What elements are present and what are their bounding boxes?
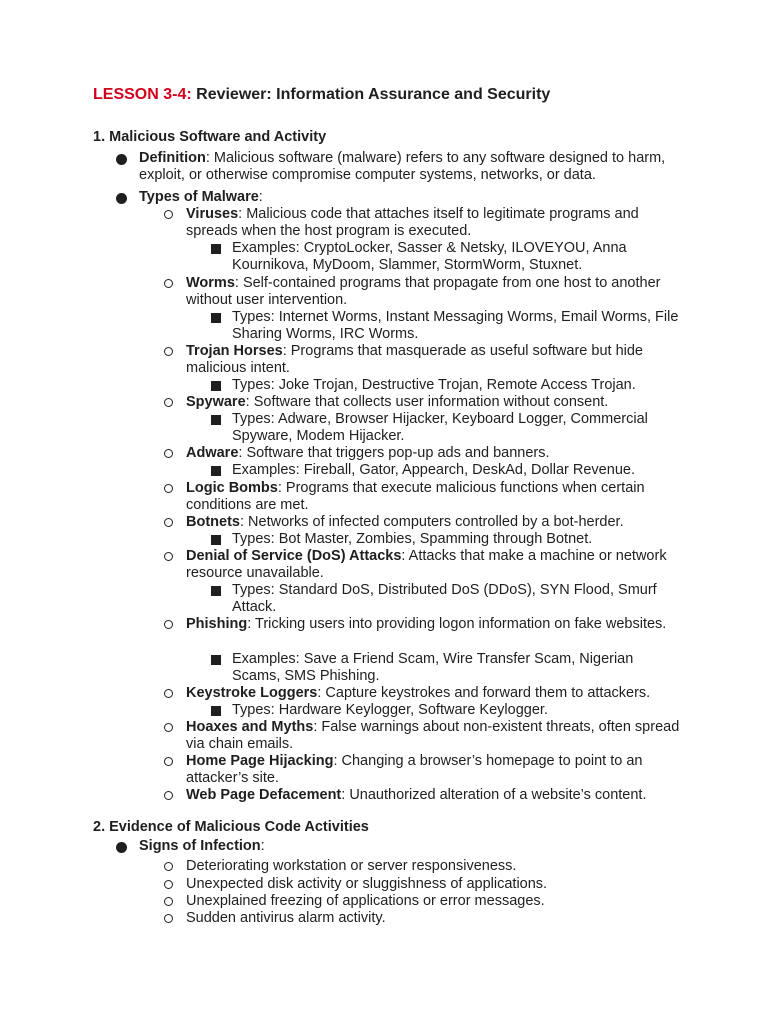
square-bullet-icon [211,244,221,254]
hollow-circle-bullet-icon [164,914,173,923]
hollow-circle-bullet-icon [164,518,173,527]
list-item: Viruses: Malicious code that attaches itself to legitimate programs and spreads when the host program is executed. [186,206,681,240]
hollow-circle-bullet-icon [164,862,173,871]
section-heading: 1. Malicious Software and Activity [93,129,327,145]
lesson-label: LESSON 3-4: [93,86,192,103]
hollow-circle-bullet-icon [164,689,173,698]
list-item: Unexplained freezing of applications or error messages. [186,893,681,910]
list-item: Unexpected disk activity or sluggishness of applications. [186,876,681,893]
title-text: Reviewer: Information Assurance and Security [191,86,551,103]
list-item: Denial of Service (DoS) Attacks: Attacks that make a machine or network resource unavailable. [186,548,681,582]
list-item: Types: Hardware Keylogger, Software Keylogger. [232,702,682,719]
hollow-circle-bullet-icon [164,757,173,766]
hollow-circle-bullet-icon [164,484,173,493]
list-item: Trojan Horses: Programs that masquerade as useful software but hide malicious intent. [186,343,681,377]
list-item: Types: Standard DoS, Distributed DoS (DDoS), SYN Flood, Smurf Attack. [232,582,682,616]
list-item: Worms: Self-contained programs that propagate from one host to another without user intervention. [186,275,681,309]
list-item: Examples: CryptoLocker, Sasser & Netsky, ILOVEYOU, Anna Kournikova, MyDoom, Slammer, StormWorm, Stuxnet. [232,240,682,274]
list-item: Keystroke Loggers: Capture keystrokes and forward them to attackers. [186,685,681,702]
list-item: Types: Internet Worms, Instant Messaging Worms, Email Worms, File Sharing Worms, IRC Worms. [232,309,682,343]
hollow-circle-bullet-icon [164,620,173,629]
hollow-circle-bullet-icon [164,897,173,906]
square-bullet-icon [211,381,221,391]
list-item: Types: Bot Master, Zombies, Spamming through Botnet. [232,531,682,548]
list-item: Deteriorating workstation or server responsiveness. [186,858,681,875]
filled-circle-bullet-icon [116,193,127,204]
list-item: Home Page Hijacking: Changing a browser’s homepage to point to an attacker’s site. [186,753,681,787]
hollow-circle-bullet-icon [164,880,173,889]
list-item: Spyware: Software that collects user information without consent. [186,394,681,411]
hollow-circle-bullet-icon [164,347,173,356]
list-item: Types of Malware: [139,189,684,206]
filled-circle-bullet-icon [116,842,127,853]
hollow-circle-bullet-icon [164,210,173,219]
square-bullet-icon [211,586,221,596]
list-item: Web Page Defacement: Unauthorized alteration of a website’s content. [186,787,681,804]
square-bullet-icon [211,535,221,545]
list-item: Botnets: Networks of infected computers controlled by a bot-herder. [186,514,681,531]
square-bullet-icon [211,415,221,425]
list-item: Examples: Fireball, Gator, Appearch, DeskAd, Dollar Revenue. [232,462,682,479]
section-heading: 2. Evidence of Malicious Code Activities [93,819,369,835]
list-item: Definition: Malicious software (malware) refers to any software designed to harm, exploit, or otherwise compromise computer systems, networks, or data. [139,150,684,184]
hollow-circle-bullet-icon [164,791,173,800]
filled-circle-bullet-icon [116,154,127,165]
list-item: Adware: Software that triggers pop-up ads and banners. [186,445,681,462]
page-title [93,86,550,104]
list-item: Phishing: Tricking users into providing logon information on fake websites. [186,616,681,633]
list-item: Logic Bombs: Programs that execute malicious functions when certain conditions are met. [186,480,681,514]
hollow-circle-bullet-icon [164,398,173,407]
list-item: Signs of Infection: [139,838,684,855]
square-bullet-icon [211,655,221,665]
list-item: Sudden antivirus alarm activity. [186,910,681,927]
list-item: Types: Adware, Browser Hijacker, Keyboard Logger, Commercial Spyware, Modem Hijacker. [232,411,682,445]
list-item: Examples: Save a Friend Scam, Wire Transfer Scam, Nigerian Scams, SMS Phishing. [232,651,682,685]
hollow-circle-bullet-icon [164,279,173,288]
list-item: Types: Joke Trojan, Destructive Trojan, Remote Access Trojan. [232,377,682,394]
square-bullet-icon [211,313,221,323]
hollow-circle-bullet-icon [164,723,173,732]
hollow-circle-bullet-icon [164,449,173,458]
list-item: Hoaxes and Myths: False warnings about non-existent threats, often spread via chain emails. [186,719,681,753]
square-bullet-icon [211,706,221,716]
hollow-circle-bullet-icon [164,552,173,561]
square-bullet-icon [211,466,221,476]
